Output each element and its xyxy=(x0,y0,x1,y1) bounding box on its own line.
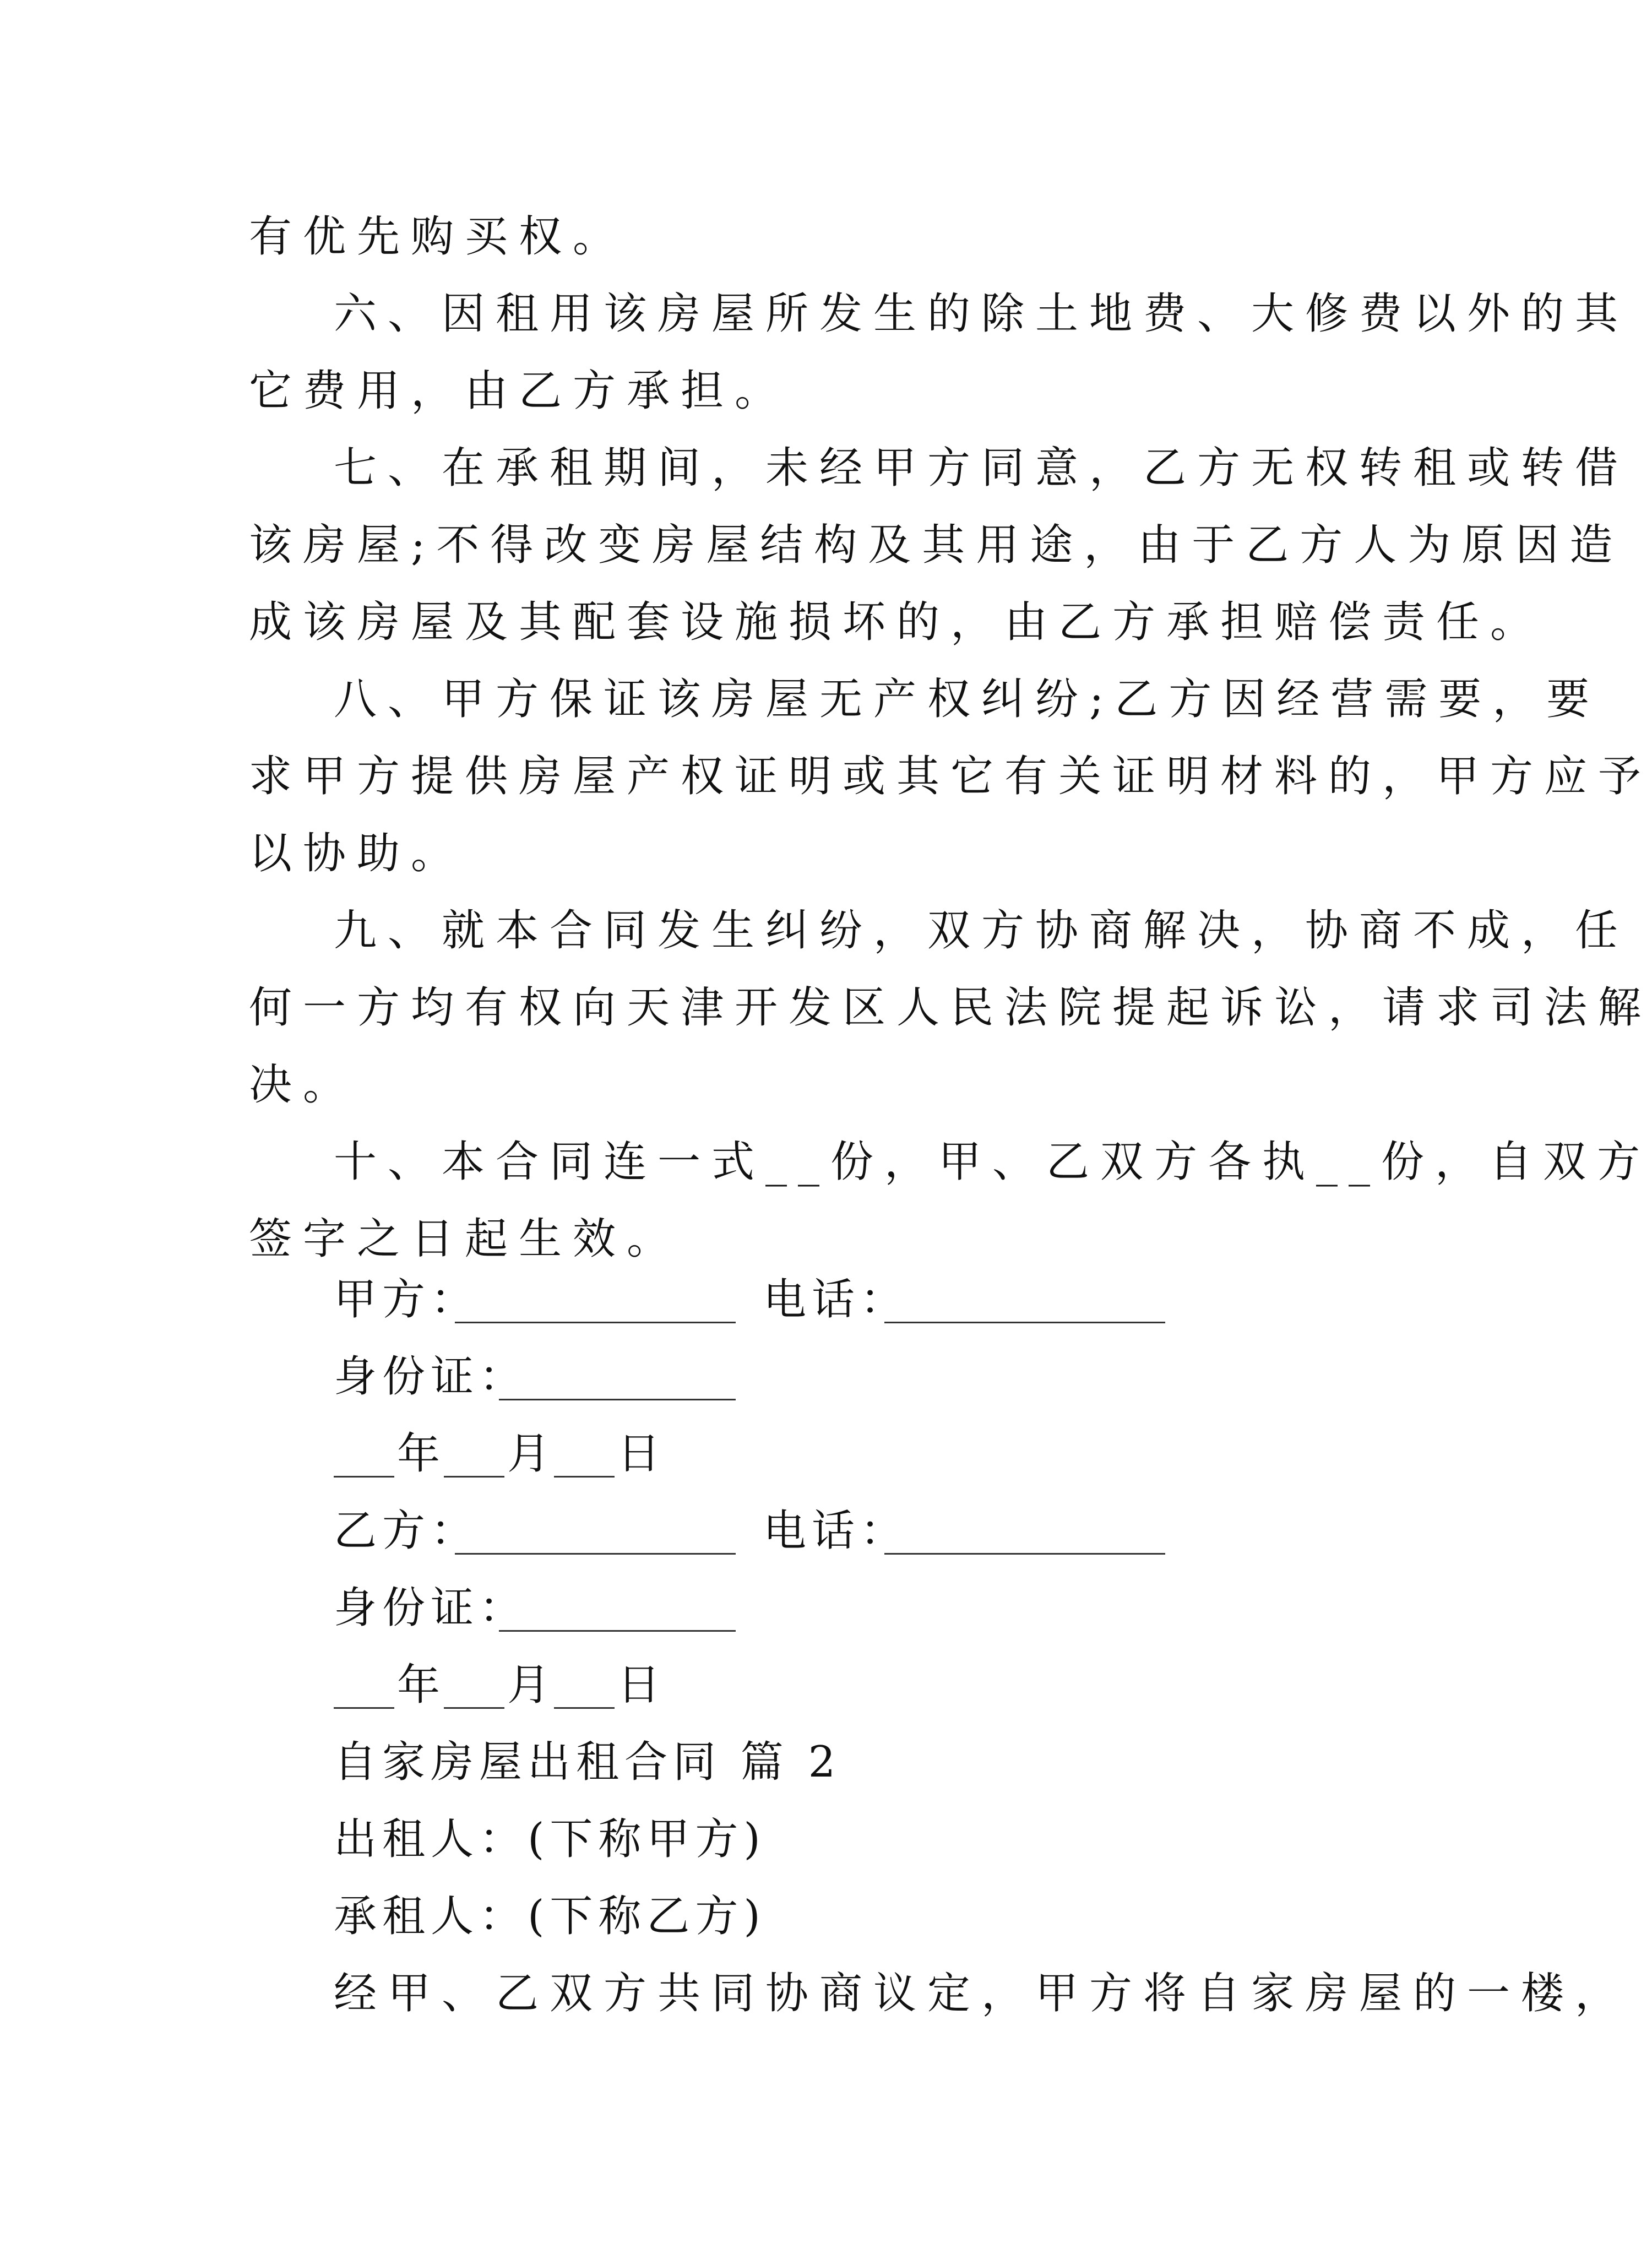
phone-blank xyxy=(884,1322,1165,1323)
clause-9-line: 九、就本合同发生纠纷，双方协商解决，协商不成，任 xyxy=(334,906,1629,955)
paragraph-line: 成该房屋及其配套设施损坏的，由乙方承担赔偿责任。 xyxy=(249,598,1545,647)
id-label: 身份证： xyxy=(334,1583,528,1633)
party-a-row xyxy=(334,1267,1182,1333)
party-a-date-row xyxy=(334,1421,774,1487)
party-b-blank xyxy=(455,1553,736,1555)
day-label: 日 xyxy=(617,1660,666,1710)
month-blank xyxy=(444,1476,504,1478)
lessor-line: 出租人：(下称甲方) xyxy=(334,1815,766,1864)
lessee-line: 承租人：(下称乙方) xyxy=(334,1892,766,1941)
clause-10-line: 十、本合同连一式__份，甲、乙双方各执__份，自双方 xyxy=(334,1137,1651,1187)
month-blank xyxy=(444,1707,504,1709)
paragraph-line: 求甲方提供房屋产权证明或其它有关证明材料的，甲方应予 xyxy=(249,752,1652,801)
year-label: 年 xyxy=(397,1660,446,1710)
month-label: 月 xyxy=(507,1429,556,1479)
party-b-id-row xyxy=(334,1575,774,1641)
phone-blank xyxy=(884,1553,1165,1555)
phone-label: 电话： xyxy=(763,1275,909,1324)
year-blank xyxy=(334,1476,394,1478)
id-blank xyxy=(499,1399,736,1400)
party-a-blank xyxy=(455,1322,736,1323)
section-title: 自家房屋出租合同 篇 2 xyxy=(334,1737,841,1787)
day-blank xyxy=(554,1476,615,1478)
paragraph-line: 它费用，由乙方承担。 xyxy=(249,366,789,416)
year-label: 年 xyxy=(397,1429,446,1479)
clause-8-line: 八、甲方保证该房屋无产权纠纷;乙方因经营需要，要 xyxy=(334,675,1601,724)
clause-7-line: 七、在承租期间，未经甲方同意，乙方无权转租或转借 xyxy=(334,443,1629,493)
month-label: 月 xyxy=(507,1660,556,1710)
party-a-label: 甲方： xyxy=(334,1275,480,1324)
section2-intro-line: 经甲、乙双方共同协商议定，甲方将自家房屋的一楼， xyxy=(334,1969,1629,2018)
id-label: 身份证： xyxy=(334,1352,528,1402)
paragraph-line: 该房屋;不得改变房屋结构及其用途，由于乙方人为原因造 xyxy=(249,520,1624,570)
party-b-date-row xyxy=(334,1652,774,1718)
paragraph-line: 签字之日起生效。 xyxy=(249,1214,681,1264)
party-b-label: 乙方： xyxy=(334,1506,480,1556)
day-blank xyxy=(554,1707,615,1709)
paragraph-line: 有优先购买权。 xyxy=(249,212,627,262)
party-a-id-row xyxy=(334,1344,774,1410)
id-blank xyxy=(499,1630,736,1632)
clause-6-line: 六、因租用该房屋所发生的除土地费、大修费以外的其 xyxy=(334,289,1629,339)
paragraph-line: 何一方均有权向天津开发区人民法院提起诉讼，请求司法解 xyxy=(249,983,1652,1033)
paragraph-line: 以协助。 xyxy=(249,829,465,878)
year-blank xyxy=(334,1707,394,1709)
party-b-row xyxy=(334,1498,1182,1564)
phone-label: 电话： xyxy=(763,1506,909,1556)
paragraph-line: 决。 xyxy=(249,1060,357,1110)
day-label: 日 xyxy=(617,1429,666,1479)
